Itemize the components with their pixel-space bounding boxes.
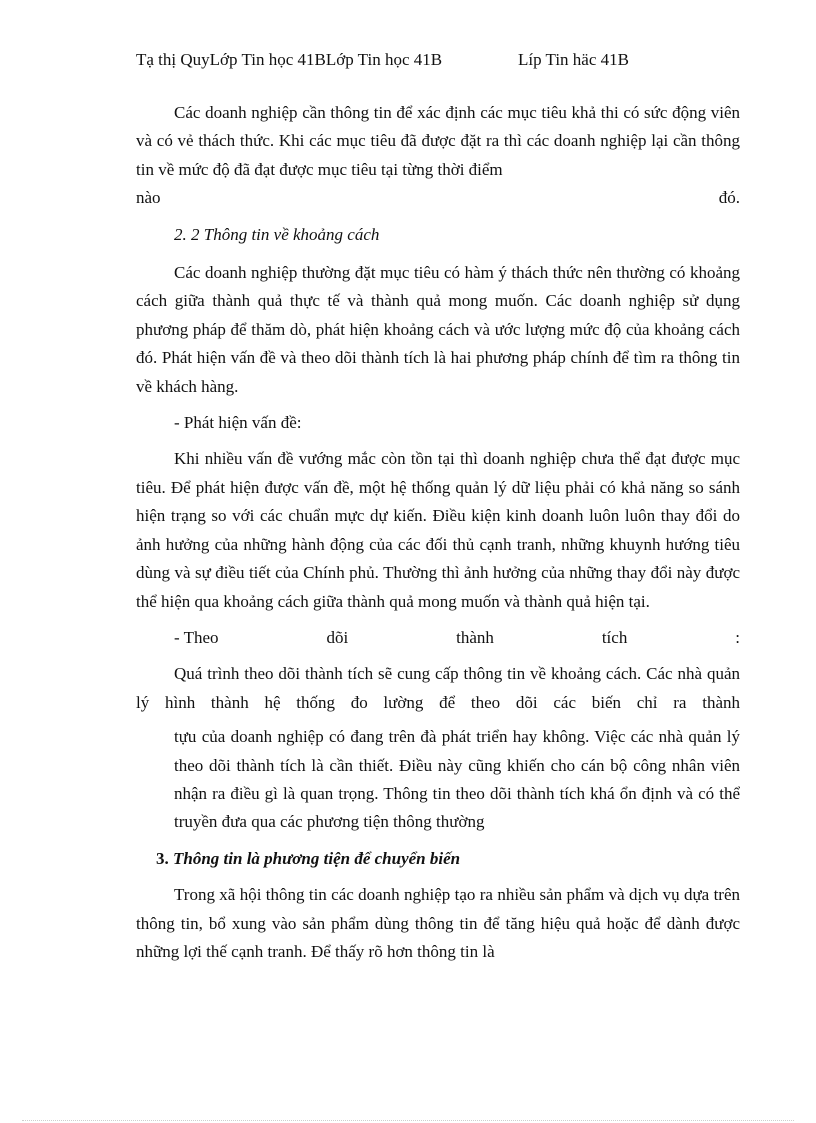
paragraph-1-text: Các doanh nghiệp cần thông tin để xác định các mục tiêu khả thi có sức động viên và có vẻ thách thức. Khi các mục tiêu đã được đặt ra thì các doanh nghiệp lại cần thông tin về mức độ đã đạt được mục tiêu tại từng thời điểm	[136, 103, 740, 179]
bullet2-word: thành	[456, 627, 494, 647]
section-3-number: 3.	[156, 848, 169, 868]
paragraph-2: Các doanh nghiệp thường đặt mục tiêu có hàm ý thách thức nên thường có khoảng cách giữa thành quả thực tế và thành quả mong muốn. Các doanh nghiệp sử dụng phương pháp để thăm dò, phát hiện khoảng cách và ước lượng mức độ của khoảng cách đó. Phát hiện vấn đề và theo dõi thành tích là hai phương pháp chính để tìm ra thông tin về khách hàng.	[136, 263, 740, 396]
page-bottom-border	[22, 1120, 794, 1121]
bullet2-word: tích	[601, 627, 628, 647]
bullet-problem-detection: - Phát hiện vấn đề:	[174, 413, 302, 433]
section-heading-2-2: 2. 2 Thông tin về khoảng cách	[174, 224, 380, 244]
paragraph-1	[136, 99, 740, 184]
header-left-text: Tạ thị QuyLớp Tin học 41BLớp Tin học 41B	[136, 50, 443, 69]
section-3-title: Thông tin là phương tiện để chuyển biến	[173, 848, 461, 868]
bullet2-word: dõi	[326, 627, 349, 647]
header-right-text: Líp Tin häc 41B	[518, 50, 629, 69]
page-header	[136, 49, 756, 71]
bullet-performance-tracking	[136, 624, 740, 652]
bullet2-word: - Theo	[174, 627, 219, 647]
paragraph-1-end-right: đó.	[718, 188, 740, 208]
document-body	[136, 99, 740, 974]
paragraph-1-last-line	[136, 184, 740, 212]
paragraph-4: Quá trình theo dõi thành tích sẽ cung cấp thông tin về khoảng cách. Các nhà quản lý hình thành hệ thống đo lường để theo dõi các biến chỉ ra thành	[136, 664, 740, 712]
bullet2-word: :	[735, 627, 740, 647]
paragraph-4-continued: tựu của doanh nghiệp có đang trên đà phát triển hay không. Việc các nhà quản lý theo dõi thành tích là cần thiết. Điều này cũng khiến cho cán bộ công nhân viên nhận ra điều gì là quan trọng. Thông tin theo dõi thành tích khá ổn định và có thể truyền đưa qua các phương tiện thông thường	[174, 727, 740, 832]
paragraph-5: Trong xã hội thông tin các doanh nghiệp tạo ra nhiều sản phẩm và dịch vụ dựa trên thông tin, bổ xung vào sản phẩm dùng thông tin để tăng hiệu quả hoặc để dành được những lợi thế cạnh tranh. Để thấy rõ hơn thông tin là	[136, 885, 740, 961]
paragraph-3: Khi nhiều vấn đề vướng mắc còn tồn tại thì doanh nghiệp chưa thể đạt được mục tiêu. Để phát hiện được vấn đề, một hệ thống quản lý dữ liệu phải có khả năng so sánh hiện trạng so với các chuẩn mực dự kiến. Điều kiện kinh doanh luôn luôn thay đổi do ảnh hưởng của những hành động của các đối thủ cạnh tranh, những khuynh hướng tiêu dùng và sự điều tiết của Chính phủ. Thường thì ảnh hưởng của những thay đổi này được thể hiện qua khoảng cách giữa thành quả mong muốn và thành quả hiện tại.	[136, 449, 740, 611]
paragraph-1-end-left: nào	[136, 188, 161, 208]
section-heading-3	[136, 845, 740, 873]
